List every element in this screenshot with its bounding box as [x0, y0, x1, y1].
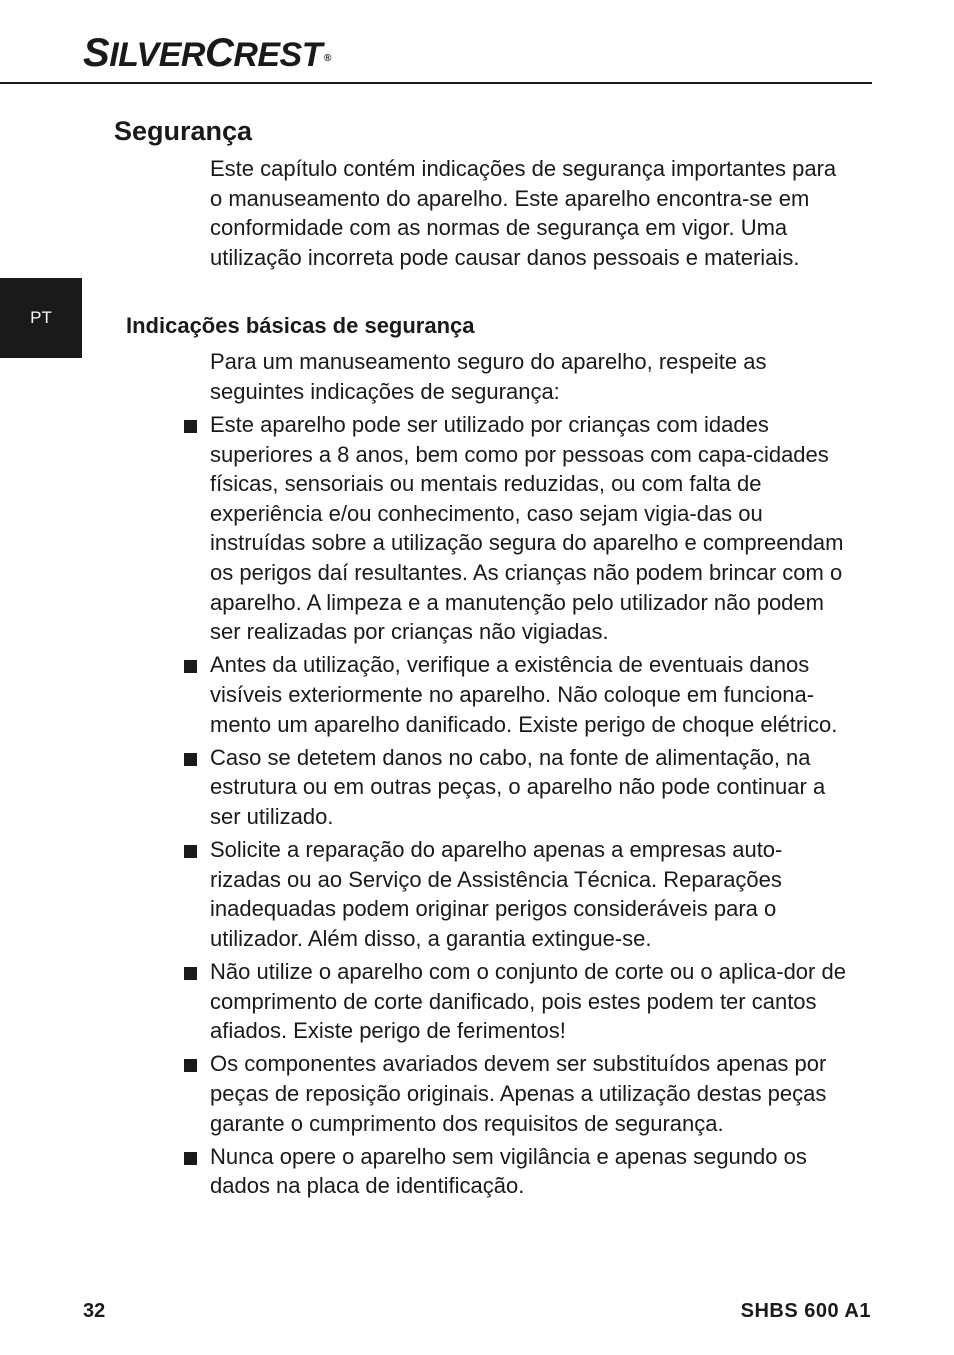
list-item [182, 835, 852, 953]
page-number: 32 [83, 1300, 106, 1322]
list-item [182, 743, 852, 832]
square-bullet-icon [184, 753, 197, 766]
list-item-text: Caso se detetem danos no cabo, na fonte de alimentação, na estrutura ou em outras peças, o aparelho não pode continuar a ser utilizado. [210, 744, 826, 829]
list-item-text: Este aparelho pode ser utilizado por crianças com idades superiores a 8 anos, bem como por pessoas com capa-cidades físicas, sensoriais ou mentais reduzidas, ou com falta de experiência e/ou conhecimento, caso sejam vigia-das ou instruídas sobre a utilização segura do aparelho e compreendam os perigos daí resultantes. As crianças não podem brincar com o aparelho. A limpeza e a manutenção pelo utilizador não podem ser realizadas por crianças não vigiadas. [210, 412, 844, 645]
model-number: SHBS 600 A1 [740, 1300, 871, 1322]
brand-logo: SILVERCREST ® [83, 31, 331, 75]
subsection-title: Indicações básicas de segurança [126, 313, 475, 338]
square-bullet-icon [184, 845, 197, 858]
section-intro: Este capítulo contém indicações de segurança importantes para o manuseamento do aparelho. Este aparelho encontra-se em conformidade com as normas de segurança em vigor. Uma utilização incorreta pode causar danos pessoais e materiais. [210, 156, 837, 270]
list-item [182, 650, 852, 739]
list-item-text: Antes da utilização, verifique a existência de eventuais danos visíveis exteriormente no aparelho. Não coloque em funciona-mento um aparelho danificado. Existe perigo de choque elétrico. [210, 652, 838, 737]
square-bullet-icon [184, 1059, 197, 1072]
list-item [182, 1049, 852, 1138]
square-bullet-icon [184, 420, 197, 433]
list-item-text: Os componentes avariados devem ser substituídos apenas por peças de reposição originais. Apenas a utilização destas peças garante o cumprimento dos requisitos de segurança. [210, 1051, 827, 1136]
subsection-intro: Para um manuseamento seguro do aparelho, respeite as seguintes indicações de segurança: [210, 349, 767, 404]
square-bullet-icon [184, 1152, 197, 1165]
list-item [182, 957, 852, 1046]
header-rule [0, 82, 872, 84]
square-bullet-icon [184, 967, 197, 980]
list-item-text: Nunca opere o aparelho sem vigilância e apenas segundo os dados na placa de identificação. [210, 1143, 807, 1199]
list-item-text: Solicite a reparação do aparelho apenas a empresas auto-rizadas ou ao Serviço de Assistência Técnica. Reparações inadequadas podem originar perigos consideráveis para o utilizador. Além disso, a garantia extingue-se. [210, 837, 783, 951]
language-tab [0, 278, 82, 358]
section-title: Segurança [114, 116, 253, 146]
language-tab-label: PT [30, 308, 52, 327]
list-item-text: Não utilize o aparelho com o conjunto de corte ou o aplica-dor de comprimento de corte danificado, pois estes podem ter cantos afiados. Existe perigo de ferimentos! [210, 959, 846, 1044]
safety-list [182, 410, 852, 1205]
square-bullet-icon [184, 660, 197, 673]
list-item [182, 410, 852, 647]
list-item [182, 1142, 852, 1201]
